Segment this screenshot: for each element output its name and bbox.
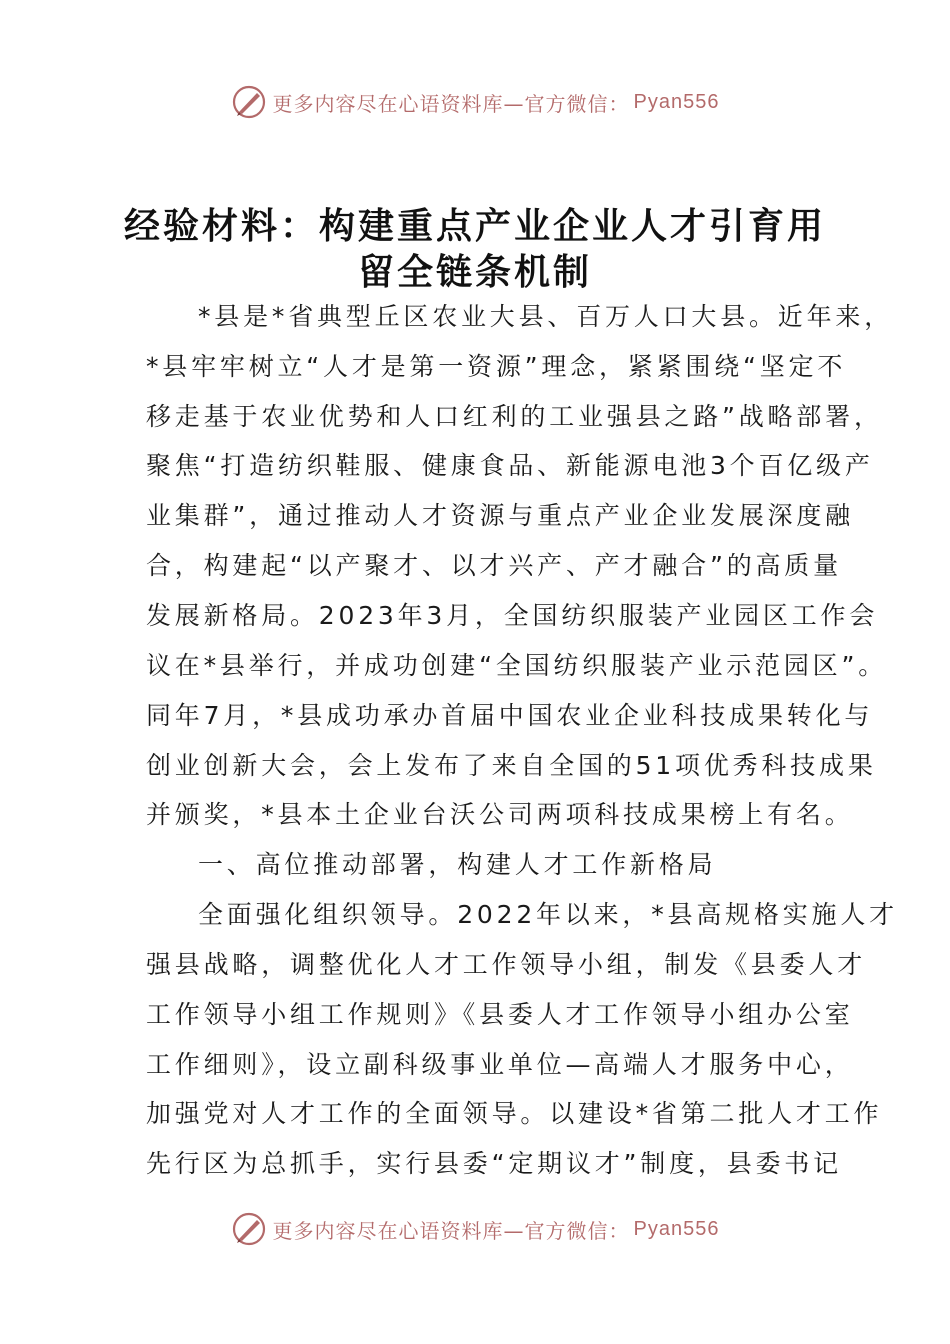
pen-circle-logo-icon bbox=[231, 84, 267, 120]
body-line: *县牢牢树立“人才是第一资源”理念，紧紧围绕“坚定不 bbox=[146, 352, 847, 381]
pen-circle-logo-icon bbox=[231, 1211, 267, 1247]
body-line: 先行区为总抓手，实行县委“定期议才”制度，县委书记 bbox=[146, 1149, 842, 1178]
body-line: 强县战略，调整优化人才工作领导小组，制发《县委人才 bbox=[146, 950, 867, 979]
body-line: 同年7月，*县成功承办首届中国农业企业科技成果转化与 bbox=[146, 701, 874, 730]
watermark-text: 更多内容尽在心语资料库—官方微信： bbox=[272, 91, 630, 116]
body-line: 移走基于农业优势和人口红利的工业强县之路”战略部署， bbox=[146, 402, 883, 431]
body-line: 聚焦“打造纺织鞋服、健康食品、新能源电池3个百亿级产 bbox=[146, 451, 874, 480]
body-line: 发展新格局。2023年3月，全国纺织服装产业园区工作会 bbox=[146, 601, 879, 630]
body-line: 议在*县举行，并成功创建“全国纺织服装产业示范园区”。 bbox=[146, 651, 888, 680]
watermark-header bbox=[0, 82, 950, 122]
document-title-line-1: 经验材料：构建重点产业企业人才引育用 bbox=[123, 205, 826, 247]
watermark-wechat-id: Pyan556 bbox=[633, 90, 720, 113]
document-title-line-2: 留全链条机制 bbox=[357, 251, 592, 293]
body-line: 创业创新大会，会上发布了来自全国的51项优秀科技成果 bbox=[146, 751, 877, 780]
body-line: 工作领导小组工作规则》《县委人才工作领导小组办公室 bbox=[146, 1000, 854, 1029]
section-heading: 一、高位推动部署，构建人才工作新格局 bbox=[198, 850, 717, 879]
body-line: *县是*省典型丘区农业大县、百万人口大县。近年来， bbox=[198, 302, 894, 331]
body-line: 工作细则》，设立副科级事业单位—高端人才服务中心， bbox=[146, 1050, 854, 1079]
body-line: 并颁奖，*县本土企业台沃公司两项科技成果榜上有名。 bbox=[146, 800, 854, 829]
body-line: 业集群”，通过推动人才资源与重点产业企业发展深度融 bbox=[146, 501, 854, 530]
watermark-wechat-id: Pyan556 bbox=[633, 1217, 720, 1240]
body-line: 加强党对人才工作的全面领导。以建设*省第二批人才工作 bbox=[146, 1099, 883, 1128]
watermark-text: 更多内容尽在心语资料库—官方微信： bbox=[272, 1218, 630, 1243]
body-line: 全面强化组织领导。2022年以来，*县高规格实施人才 bbox=[198, 900, 898, 929]
body-line: 合，构建起“以产聚才、以才兴产、产才融合”的高质量 bbox=[146, 551, 842, 580]
watermark-footer bbox=[0, 1209, 950, 1249]
